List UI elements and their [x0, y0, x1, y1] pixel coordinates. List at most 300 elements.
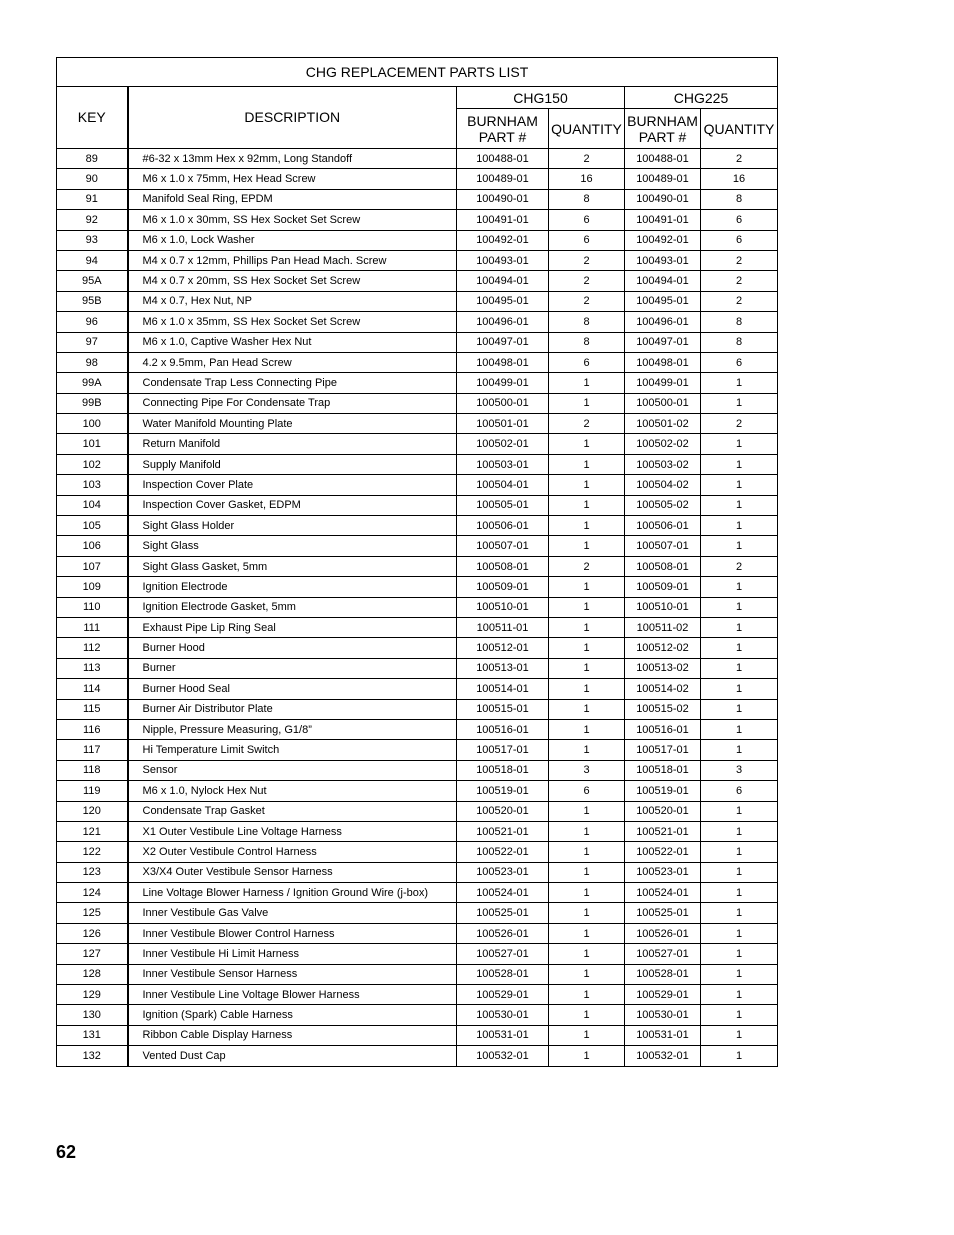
model-2-part-cell: 100517-01 — [625, 740, 701, 760]
parts-table-body — [57, 149, 778, 1067]
model-1-part-cell: 100515-01 — [457, 699, 549, 719]
model-1-quantity-cell: 1 — [549, 638, 625, 658]
key-cell: 96 — [57, 312, 128, 332]
model-2-quantity-cell: 1 — [701, 475, 778, 495]
table-row — [57, 169, 778, 189]
model-1-quantity-cell: 1 — [549, 536, 625, 556]
model-2-header: CHG225 — [625, 87, 778, 109]
model-2-part-cell: 100497-01 — [625, 332, 701, 352]
model-2-quantity-cell: 1 — [701, 495, 778, 515]
model-1-quantity-cell: 1 — [549, 393, 625, 413]
key-cell: 95A — [57, 271, 128, 291]
table-row — [57, 985, 778, 1005]
model-1-part-cell: 100504-01 — [457, 475, 549, 495]
key-cell: 110 — [57, 597, 128, 617]
key-cell: 92 — [57, 210, 128, 230]
model-2-quantity-cell: 1 — [701, 821, 778, 841]
model-1-part-cell: 100518-01 — [457, 760, 549, 780]
model-1-quantity-cell: 2 — [549, 414, 625, 434]
model-1-quantity-cell: 8 — [549, 332, 625, 352]
model-1-part-cell: 100513-01 — [457, 658, 549, 678]
model-1-part-cell: 100492-01 — [457, 230, 549, 250]
model-2-part-cell: 100532-01 — [625, 1046, 701, 1066]
table-row — [57, 556, 778, 576]
table-row — [57, 903, 778, 923]
model-2-part-cell: 100500-01 — [625, 393, 701, 413]
description-cell: M4 x 0.7 x 12mm, Phillips Pan Head Mach. Screw — [128, 250, 457, 270]
table-row — [57, 230, 778, 250]
key-cell: 123 — [57, 862, 128, 882]
page-number: 62 — [56, 1142, 77, 1162]
model-1-quantity-cell: 1 — [549, 679, 625, 699]
description-cell: Condensate Trap Gasket — [128, 801, 457, 821]
model-2-quantity-cell: 1 — [701, 658, 778, 678]
model-2-quantity-cell: 1 — [701, 679, 778, 699]
model-2-quantity-cell: 1 — [701, 393, 778, 413]
description-cell: M6 x 1.0 x 75mm, Hex Head Screw — [128, 169, 457, 189]
table-row — [57, 189, 778, 209]
model-2-part-cell: 100522-01 — [625, 842, 701, 862]
description-cell: Inner Vestibule Hi Limit Harness — [128, 944, 457, 964]
key-cell: 131 — [57, 1025, 128, 1045]
table-row — [57, 577, 778, 597]
table-row — [57, 414, 778, 434]
model-2-quantity-cell: 1 — [701, 964, 778, 984]
model-1-part-cell: 100519-01 — [457, 781, 549, 801]
model-2-quantity-cell: 6 — [701, 781, 778, 801]
description-cell: M4 x 0.7 x 20mm, SS Hex Socket Set Screw — [128, 271, 457, 291]
description-cell: M4 x 0.7, Hex Nut, NP — [128, 291, 457, 311]
model-2-part-cell: 100501-02 — [625, 414, 701, 434]
model-2-part-cell: 100502-02 — [625, 434, 701, 454]
model-1-part-cell: 100514-01 — [457, 679, 549, 699]
model-1-part-cell: 100520-01 — [457, 801, 549, 821]
key-cell: 113 — [57, 658, 128, 678]
model-2-quantity-cell: 1 — [701, 577, 778, 597]
table-row — [57, 801, 778, 821]
key-cell: 93 — [57, 230, 128, 250]
table-title: CHG REPLACEMENT PARTS LIST — [57, 58, 778, 87]
parts-table — [56, 57, 778, 1067]
description-cell: Sight Glass Gasket, 5mm — [128, 556, 457, 576]
model-1-part-cell: 100512-01 — [457, 638, 549, 658]
model-2-quantity-cell: 2 — [701, 556, 778, 576]
model-2-quantity-cell: 8 — [701, 189, 778, 209]
model-1-quantity-cell: 6 — [549, 781, 625, 801]
model-1-quantity-cell: 1 — [549, 577, 625, 597]
model-2-quantity-cell: 1 — [701, 985, 778, 1005]
model-1-header: CHG150 — [457, 87, 625, 109]
description-cell: M6 x 1.0, Lock Washer — [128, 230, 457, 250]
model-1-quantity-cell: 1 — [549, 944, 625, 964]
model-1-quantity-cell: 1 — [549, 1005, 625, 1025]
model-2-quantity-cell: 2 — [701, 414, 778, 434]
model-2-part-cell: 100488-01 — [625, 149, 701, 169]
model-1-part-cell: 100509-01 — [457, 577, 549, 597]
model-2-quantity-cell: 3 — [701, 760, 778, 780]
model-2-quantity-cell: 2 — [701, 271, 778, 291]
model-2-part-cell: 100526-01 — [625, 923, 701, 943]
model-1-part-cell: 100498-01 — [457, 352, 549, 372]
model-2-quantity-cell: 2 — [701, 149, 778, 169]
key-cell: 124 — [57, 883, 128, 903]
model-2-part-cell: 100510-01 — [625, 597, 701, 617]
model-1-quantity-cell: 8 — [549, 189, 625, 209]
description-cell: Inspection Cover Gasket, EDPM — [128, 495, 457, 515]
description-cell: M6 x 1.0 x 30mm, SS Hex Socket Set Screw — [128, 210, 457, 230]
table-row — [57, 454, 778, 474]
model-2-part-cell: 100489-01 — [625, 169, 701, 189]
table-row — [57, 842, 778, 862]
description-cell: Sensor — [128, 760, 457, 780]
table-row — [57, 291, 778, 311]
model-1-quantity-cell: 2 — [549, 271, 625, 291]
model-2-part-cell: 100519-01 — [625, 781, 701, 801]
model-2-part-cell: 100530-01 — [625, 1005, 701, 1025]
model-2-quantity-cell: 1 — [701, 883, 778, 903]
model-1-part-cell: 100500-01 — [457, 393, 549, 413]
description-cell: Manifold Seal Ring, EPDM — [128, 189, 457, 209]
description-cell: Ignition Electrode Gasket, 5mm — [128, 597, 457, 617]
model-1-part-cell: 100501-01 — [457, 414, 549, 434]
key-cell: 90 — [57, 169, 128, 189]
table-row — [57, 1025, 778, 1045]
key-cell: 102 — [57, 454, 128, 474]
model-2-part-cell: 100515-02 — [625, 699, 701, 719]
model-1-part-cell: 100516-01 — [457, 719, 549, 739]
key-cell: 119 — [57, 781, 128, 801]
model-2-quantity-cell: 2 — [701, 250, 778, 270]
table-row — [57, 516, 778, 536]
model-1-part-cell: 100494-01 — [457, 271, 549, 291]
model-1-part-cell: 100531-01 — [457, 1025, 549, 1045]
table-row — [57, 740, 778, 760]
model-1-quantity-cell: 6 — [549, 210, 625, 230]
model-1-quantity-cell: 6 — [549, 352, 625, 372]
model-2-quantity-cell: 1 — [701, 1046, 778, 1066]
model-1-quantity-cell: 1 — [549, 964, 625, 984]
description-cell: Inner Vestibule Gas Valve — [128, 903, 457, 923]
key-cell: 98 — [57, 352, 128, 372]
key-cell: 132 — [57, 1046, 128, 1066]
key-cell: 121 — [57, 821, 128, 841]
table-row — [57, 210, 778, 230]
description-cell: Water Manifold Mounting Plate — [128, 414, 457, 434]
description-cell: Supply Manifold — [128, 454, 457, 474]
description-cell: Condensate Trap Less Connecting Pipe — [128, 373, 457, 393]
model-2-part-cell: 100508-01 — [625, 556, 701, 576]
key-cell: 97 — [57, 332, 128, 352]
model-1-quantity-cell: 8 — [549, 312, 625, 332]
key-cell: 117 — [57, 740, 128, 760]
model-2-part-cell: 100509-01 — [625, 577, 701, 597]
model-2-quantity-cell: 1 — [701, 862, 778, 882]
model-2-part-cell: 100507-01 — [625, 536, 701, 556]
model-2-quantity-cell: 1 — [701, 536, 778, 556]
model-2-part-cell: 100506-01 — [625, 516, 701, 536]
model-1-quantity-header: QUANTITY — [549, 109, 625, 149]
model-1-part-cell: 100496-01 — [457, 312, 549, 332]
description-cell: Burner Hood — [128, 638, 457, 658]
key-cell: 94 — [57, 250, 128, 270]
model-1-part-cell: 100525-01 — [457, 903, 549, 923]
model-1-quantity-cell: 1 — [549, 985, 625, 1005]
key-cell: 105 — [57, 516, 128, 536]
model-1-part-cell: 100488-01 — [457, 149, 549, 169]
table-row — [57, 617, 778, 637]
model-1-part-cell: 100521-01 — [457, 821, 549, 841]
description-cell: Line Voltage Blower Harness / Ignition Ground Wire (j-box) — [128, 883, 457, 903]
key-cell: 115 — [57, 699, 128, 719]
model-1-part-cell: 100506-01 — [457, 516, 549, 536]
model-2-part-cell: 100528-01 — [625, 964, 701, 984]
model-1-part-cell: 100524-01 — [457, 883, 549, 903]
table-row — [57, 658, 778, 678]
key-cell: 111 — [57, 617, 128, 637]
model-1-quantity-cell: 1 — [549, 617, 625, 637]
model-1-quantity-cell: 1 — [549, 883, 625, 903]
model-1-part-cell: 100505-01 — [457, 495, 549, 515]
model-2-part-cell: 100518-01 — [625, 760, 701, 780]
model-2-quantity-cell: 1 — [701, 454, 778, 474]
description-cell: Inner Vestibule Blower Control Harness — [128, 923, 457, 943]
model-1-part-cell: 100517-01 — [457, 740, 549, 760]
model-2-part-cell: 100505-02 — [625, 495, 701, 515]
key-cell: 99B — [57, 393, 128, 413]
model-2-part-cell: 100516-01 — [625, 719, 701, 739]
model-2-quantity-cell: 8 — [701, 332, 778, 352]
model-1-quantity-cell: 3 — [549, 760, 625, 780]
description-cell: Ignition (Spark) Cable Harness — [128, 1005, 457, 1025]
model-2-quantity-cell: 6 — [701, 230, 778, 250]
table-row — [57, 434, 778, 454]
key-cell: 118 — [57, 760, 128, 780]
model-2-quantity-cell: 6 — [701, 210, 778, 230]
model-1-part-cell: 100508-01 — [457, 556, 549, 576]
model-1-part-cell: 100526-01 — [457, 923, 549, 943]
model-2-quantity-cell: 1 — [701, 617, 778, 637]
model-1-quantity-cell: 2 — [549, 149, 625, 169]
model-1-part-cell: 100511-01 — [457, 617, 549, 637]
table-row — [57, 699, 778, 719]
key-cell: 109 — [57, 577, 128, 597]
model-1-quantity-cell: 1 — [549, 903, 625, 923]
table-row — [57, 944, 778, 964]
key-cell: 125 — [57, 903, 128, 923]
table-row — [57, 271, 778, 291]
key-cell: 127 — [57, 944, 128, 964]
model-1-part-cell: 100523-01 — [457, 862, 549, 882]
description-cell: Inner Vestibule Sensor Harness — [128, 964, 457, 984]
model-1-part-cell: 100497-01 — [457, 332, 549, 352]
table-row — [57, 923, 778, 943]
description-cell: Sight Glass Holder — [128, 516, 457, 536]
model-1-quantity-cell: 1 — [549, 475, 625, 495]
table-row — [57, 679, 778, 699]
model-1-part-cell: 100507-01 — [457, 536, 549, 556]
model-2-quantity-cell: 2 — [701, 291, 778, 311]
table-row — [57, 719, 778, 739]
model-1-quantity-cell: 1 — [549, 699, 625, 719]
model-1-quantity-cell: 1 — [549, 434, 625, 454]
description-cell: M6 x 1.0, Nylock Hex Nut — [128, 781, 457, 801]
table-row — [57, 597, 778, 617]
table-row — [57, 1005, 778, 1025]
table-row — [57, 149, 778, 169]
description-cell: Return Manifold — [128, 434, 457, 454]
key-cell: 101 — [57, 434, 128, 454]
model-1-part-cell: 100530-01 — [457, 1005, 549, 1025]
model-2-quantity-cell: 1 — [701, 434, 778, 454]
model-1-quantity-cell: 2 — [549, 291, 625, 311]
model-2-quantity-cell: 1 — [701, 801, 778, 821]
key-cell: 122 — [57, 842, 128, 862]
model-2-part-cell: 100495-01 — [625, 291, 701, 311]
model-1-part-cell: 100491-01 — [457, 210, 549, 230]
model-1-part-cell: 100502-01 — [457, 434, 549, 454]
model-2-part-cell: 100514-02 — [625, 679, 701, 699]
description-cell: Inner Vestibule Line Voltage Blower Harness — [128, 985, 457, 1005]
description-cell: Exhaust Pipe Lip Ring Seal — [128, 617, 457, 637]
model-2-part-cell: 100511-02 — [625, 617, 701, 637]
model-1-quantity-cell: 6 — [549, 230, 625, 250]
description-cell: Burner Air Distributor Plate — [128, 699, 457, 719]
model-1-quantity-cell: 1 — [549, 842, 625, 862]
model-1-part-cell: 100503-01 — [457, 454, 549, 474]
model-2-quantity-cell: 1 — [701, 944, 778, 964]
model-2-quantity-cell: 1 — [701, 597, 778, 617]
model-1-quantity-cell: 1 — [549, 801, 625, 821]
key-header: KEY — [57, 87, 128, 149]
description-cell: Burner — [128, 658, 457, 678]
key-cell: 107 — [57, 556, 128, 576]
model-1-part-cell: 100499-01 — [457, 373, 549, 393]
model-1-quantity-cell: 1 — [549, 495, 625, 515]
key-cell: 103 — [57, 475, 128, 495]
model-2-quantity-cell: 1 — [701, 516, 778, 536]
table-row — [57, 1046, 778, 1066]
model-2-part-cell: 100525-01 — [625, 903, 701, 923]
table-row — [57, 332, 778, 352]
table-row — [57, 536, 778, 556]
model-2-quantity-cell: 6 — [701, 352, 778, 372]
model-1-quantity-cell: 1 — [549, 658, 625, 678]
model-1-part-cell: 100495-01 — [457, 291, 549, 311]
model-2-quantity-header: QUANTITY — [701, 109, 778, 149]
model-1-quantity-cell: 1 — [549, 1025, 625, 1045]
model-1-quantity-cell: 1 — [549, 454, 625, 474]
key-cell: 112 — [57, 638, 128, 658]
model-2-part-cell: 100494-01 — [625, 271, 701, 291]
model-2-part-cell: 100512-02 — [625, 638, 701, 658]
model-2-part-cell: 100527-01 — [625, 944, 701, 964]
model-2-quantity-cell: 1 — [701, 1025, 778, 1045]
key-cell: 128 — [57, 964, 128, 984]
model-1-quantity-cell: 1 — [549, 821, 625, 841]
table-row — [57, 638, 778, 658]
model-1-quantity-cell: 1 — [549, 719, 625, 739]
description-cell: #6-32 x 13mm Hex x 92mm, Long Standoff — [128, 149, 457, 169]
model-1-part-cell: 100527-01 — [457, 944, 549, 964]
table-row — [57, 760, 778, 780]
model-1-quantity-cell: 1 — [549, 597, 625, 617]
key-cell: 100 — [57, 414, 128, 434]
description-cell: Inspection Cover Plate — [128, 475, 457, 495]
table-row — [57, 373, 778, 393]
model-1-quantity-cell: 16 — [549, 169, 625, 189]
key-cell: 91 — [57, 189, 128, 209]
key-cell: 126 — [57, 923, 128, 943]
model-1-quantity-cell: 1 — [549, 373, 625, 393]
model-1-part-cell: 100490-01 — [457, 189, 549, 209]
model-2-part-cell: 100524-01 — [625, 883, 701, 903]
description-cell: 4.2 x 9.5mm, Pan Head Screw — [128, 352, 457, 372]
key-cell: 106 — [57, 536, 128, 556]
model-2-part-cell: 100531-01 — [625, 1025, 701, 1045]
description-cell: X2 Outer Vestibule Control Harness — [128, 842, 457, 862]
description-cell: Ribbon Cable Display Harness — [128, 1025, 457, 1045]
description-cell: Ignition Electrode — [128, 577, 457, 597]
key-cell: 104 — [57, 495, 128, 515]
model-2-quantity-cell: 1 — [701, 740, 778, 760]
key-cell: 114 — [57, 679, 128, 699]
model-1-part-cell: 100528-01 — [457, 964, 549, 984]
model-1-quantity-cell: 1 — [549, 516, 625, 536]
description-cell: Vented Dust Cap — [128, 1046, 457, 1066]
description-cell: Sight Glass — [128, 536, 457, 556]
table-row — [57, 821, 778, 841]
model-2-quantity-cell: 1 — [701, 719, 778, 739]
key-cell: 129 — [57, 985, 128, 1005]
model-2-part-cell: 100520-01 — [625, 801, 701, 821]
model-2-part-cell: 100490-01 — [625, 189, 701, 209]
model-1-quantity-cell: 1 — [549, 740, 625, 760]
model-2-quantity-cell: 1 — [701, 373, 778, 393]
table-row — [57, 964, 778, 984]
table-row — [57, 495, 778, 515]
model-2-quantity-cell: 1 — [701, 1005, 778, 1025]
model-1-part-cell: 100529-01 — [457, 985, 549, 1005]
description-cell: M6 x 1.0 x 35mm, SS Hex Socket Set Screw — [128, 312, 457, 332]
table-row — [57, 883, 778, 903]
model-1-quantity-cell: 1 — [549, 862, 625, 882]
description-cell: X3/X4 Outer Vestibule Sensor Harness — [128, 862, 457, 882]
model-2-quantity-cell: 16 — [701, 169, 778, 189]
model-2-part-cell: 100513-02 — [625, 658, 701, 678]
description-cell: Nipple, Pressure Measuring, G1/8” — [128, 719, 457, 739]
model-1-part-cell: 100510-01 — [457, 597, 549, 617]
model-2-part-cell: 100523-01 — [625, 862, 701, 882]
model-1-part-cell: 100532-01 — [457, 1046, 549, 1066]
description-cell: Burner Hood Seal — [128, 679, 457, 699]
model-2-part-cell: 100498-01 — [625, 352, 701, 372]
model-2-quantity-cell: 8 — [701, 312, 778, 332]
key-cell: 130 — [57, 1005, 128, 1025]
model-1-part-header: BURNHAM PART # — [457, 109, 549, 149]
table-row — [57, 312, 778, 332]
model-2-part-cell: 100504-02 — [625, 475, 701, 495]
model-1-quantity-cell: 1 — [549, 1046, 625, 1066]
model-1-quantity-cell: 2 — [549, 250, 625, 270]
model-1-part-cell: 100522-01 — [457, 842, 549, 862]
key-cell: 99A — [57, 373, 128, 393]
model-2-part-cell: 100496-01 — [625, 312, 701, 332]
model-1-quantity-cell: 2 — [549, 556, 625, 576]
description-cell: Hi Temperature Limit Switch — [128, 740, 457, 760]
key-cell: 89 — [57, 149, 128, 169]
model-2-quantity-cell: 1 — [701, 638, 778, 658]
model-2-part-cell: 100529-01 — [625, 985, 701, 1005]
